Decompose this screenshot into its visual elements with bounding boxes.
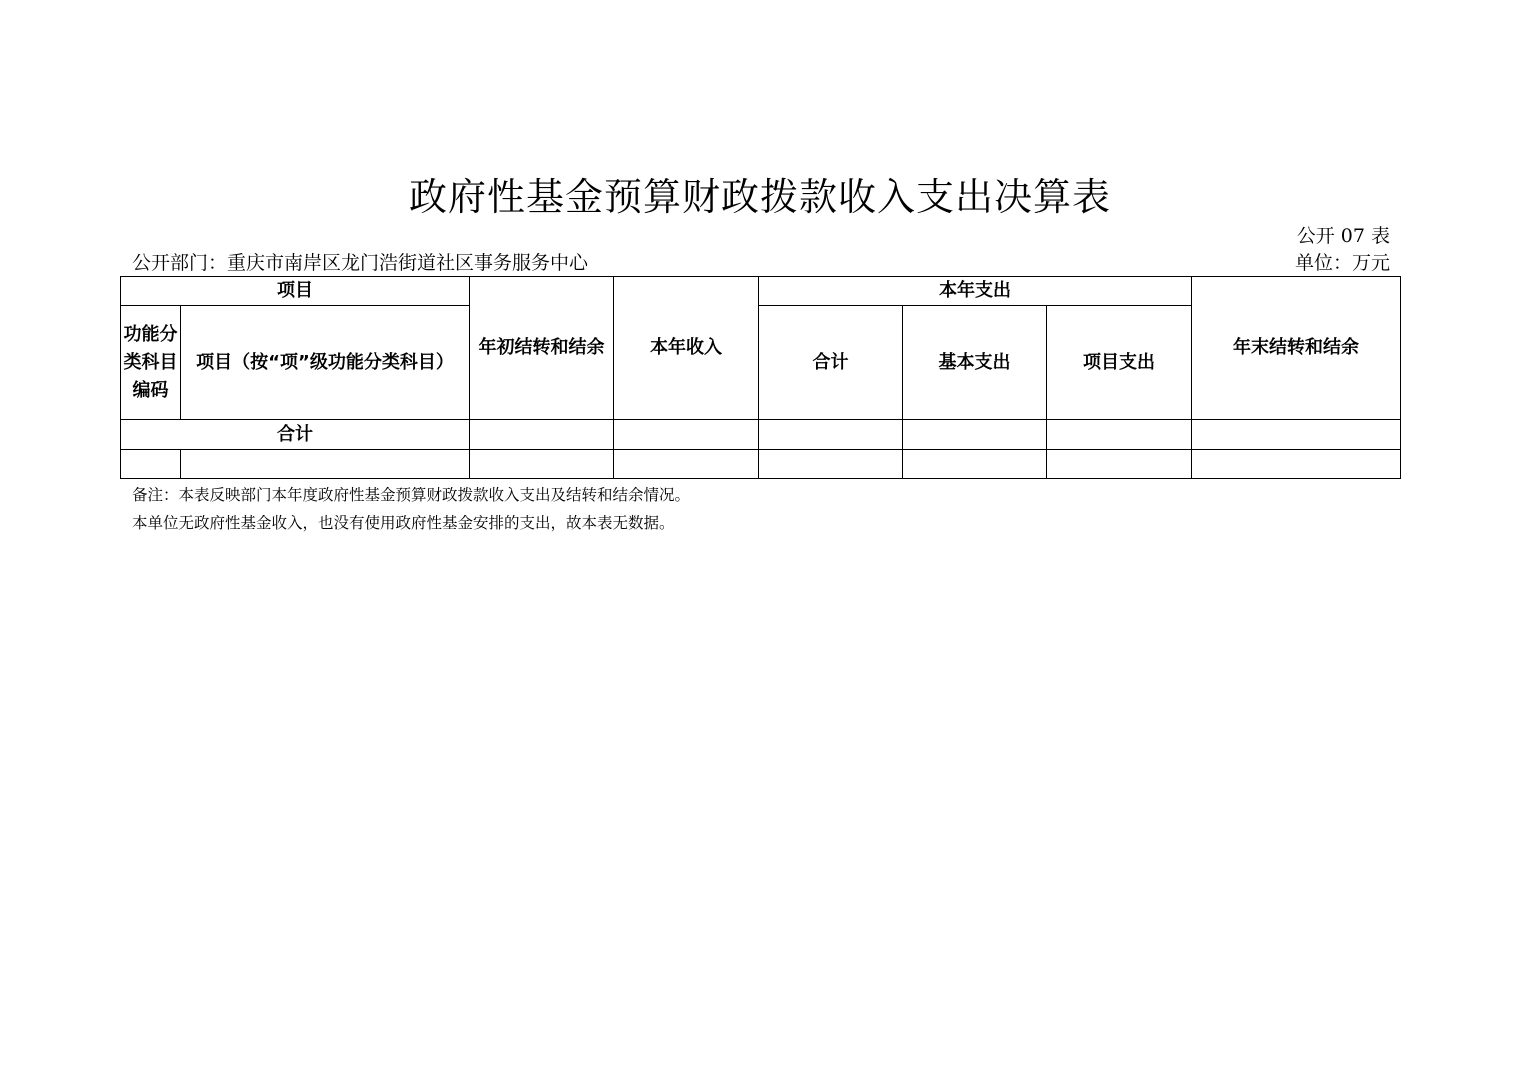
total-project — [1047, 420, 1192, 450]
row-beginning-balance — [470, 450, 614, 479]
header-item: 项目 — [121, 277, 470, 306]
header-project: 项目支出 — [1047, 306, 1192, 420]
header-ending-balance: 年末结转和结余 — [1192, 277, 1401, 420]
budget-table — [120, 276, 1401, 479]
department-label: 公开部门：重庆市南岸区龙门浩街道社区事务服务中心 — [132, 252, 589, 274]
header-beginning-balance: 年初结转和结余 — [470, 277, 614, 420]
header-income: 本年收入 — [614, 277, 759, 420]
row-code — [121, 450, 181, 479]
header-expenditure: 本年支出 — [759, 277, 1192, 306]
header-item-name: 项目（按“项”级功能分类科目） — [181, 306, 470, 420]
table-row — [121, 450, 1401, 479]
note-line-1: 备注：本表反映部门本年度政府性基金预算财政拨款收入支出及结转和结余情况。 — [132, 486, 691, 504]
row-total — [759, 450, 903, 479]
header-code: 功能分类科目编码 — [121, 306, 181, 420]
total-label: 合计 — [121, 420, 470, 450]
notes — [132, 481, 690, 537]
form-number: 公开 07 表 — [1296, 225, 1390, 247]
row-item-name — [181, 450, 470, 479]
total-ending-balance — [1192, 420, 1401, 450]
row-project — [1047, 450, 1192, 479]
row-basic — [903, 450, 1047, 479]
page-title: 政府性基金预算财政拨款收入支出决算表 — [408, 175, 1111, 219]
note-line-2: 本单位无政府性基金收入，也没有使用政府性基金安排的支出，故本表无数据。 — [132, 514, 675, 532]
total-expenditure — [759, 420, 903, 450]
row-income — [614, 450, 759, 479]
total-row — [121, 420, 1401, 450]
total-basic — [903, 420, 1047, 450]
header-basic: 基本支出 — [903, 306, 1047, 420]
header-row-1 — [121, 277, 1401, 306]
unit-label: 单位：万元 — [1294, 252, 1390, 274]
header-total: 合计 — [759, 306, 903, 420]
total-beginning-balance — [470, 420, 614, 450]
total-income — [614, 420, 759, 450]
row-ending-balance — [1192, 450, 1401, 479]
